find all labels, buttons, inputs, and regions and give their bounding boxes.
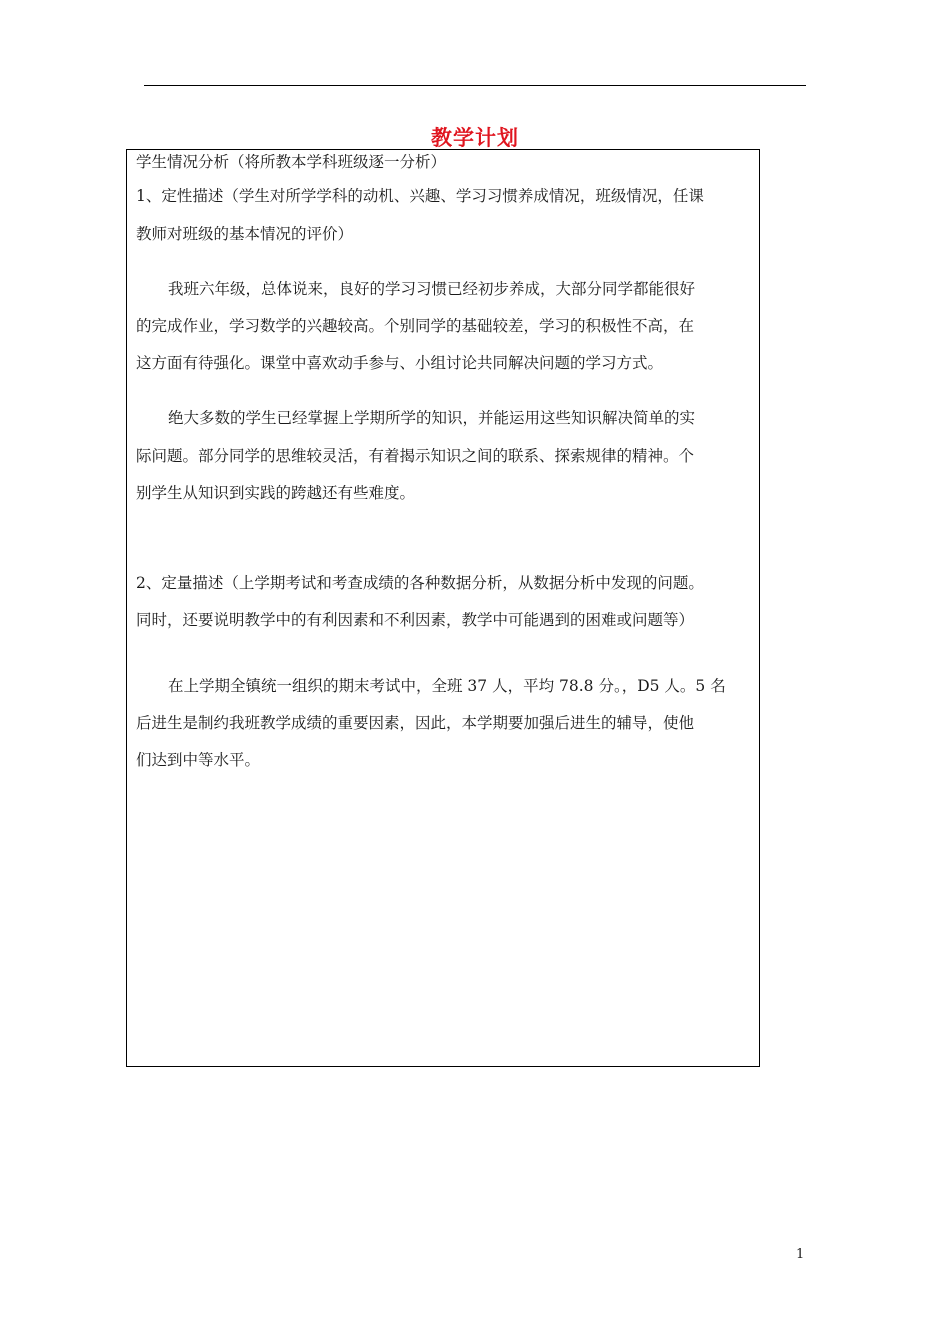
section1-heading-line-2: 教师对班级的基本情况的评价） xyxy=(136,225,354,243)
page-number: 1 xyxy=(796,1247,805,1262)
header-rule xyxy=(144,85,806,86)
section1-paragraph2-line-2: 际问题。部分同学的思维较灵活，有着揭示知识之间的联系、探索规律的精神。个 xyxy=(136,447,695,465)
section1-paragraph1-line-1: 我班六年级，总体说来，良好的学习习惯已经初步养成，大部分同学都能很好 xyxy=(168,280,696,298)
section1-paragraph1-line-2: 的完成作业，学习数学的兴趣较高。个别同学的基础较差，学习的积极性不高，在 xyxy=(136,317,695,335)
section2-paragraph1-line-2: 后进生是制约我班教学成绩的重要因素，因此，本学期要加强后进生的辅导，使他 xyxy=(136,714,695,732)
document-title: 教学计划 xyxy=(431,126,519,150)
section2-paragraph1-line-3: 们达到中等水平。 xyxy=(136,751,261,769)
section1-paragraph2-line-3: 别学生从知识到实践的跨越还有些难度。 xyxy=(136,484,416,502)
section1-paragraph2-line-1: 绝大多数的学生已经掌握上学期所学的知识，并能运用这些知识解决简单的实 xyxy=(168,409,696,427)
table-header: 学生情况分析（将所教本学科班级逐一分析） xyxy=(136,153,447,171)
section2-heading-line-1: 2、定量描述（上学期考试和考查成绩的各种数据分析，从数据分析中发现的问题。 xyxy=(136,574,704,592)
section2-paragraph1-line-1: 在上学期全镇统一组织的期末考试中，全班 37 人，平均 78.8 分。，D5 人。5 名 xyxy=(168,677,726,695)
section1-heading-line-1: 1、定性描述（学生对所学学科的动机、兴趣、学习习惯养成情况，班级情况，任课 xyxy=(136,187,704,205)
section2-heading-line-2: 同时，还要说明教学中的有利因素和不利因素，教学中可能遇到的困难或问题等） xyxy=(136,611,695,629)
section1-paragraph1-line-3: 这方面有待强化。课堂中喜欢动手参与、小组讨论共同解决问题的学习方式。 xyxy=(136,354,664,372)
